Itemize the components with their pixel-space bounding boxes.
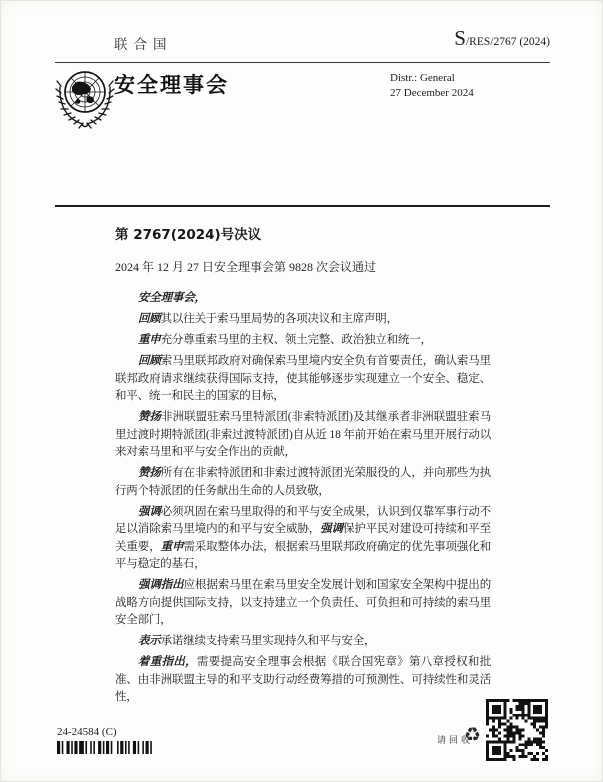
distribution-block <box>390 71 474 100</box>
body-paragraph: 赞扬所有在非索特派团和非索过渡特派团光荣服役的人，并向那些为执行两个特派团的任务献出生命的人员致敬， <box>115 467 491 497</box>
adoption-line: 2024 年 12 月 27 日安全理事会第 9828 次会议通过 <box>115 260 377 274</box>
distribution-line: Distr.: General <box>390 72 455 84</box>
document-symbol-initial: S <box>454 26 466 50</box>
document-symbol-rest: /RES/2767 (2024) <box>465 36 550 48</box>
title-divider <box>55 205 550 207</box>
body-paragraph: 强调指出应根据索马里在索马里安全发展计划和国家安全架构中提出的战略方向提供国际支持，以支持建立一个负责任、可负担和可持续的索马里安全部门， <box>115 579 491 626</box>
qr-code <box>486 699 548 761</box>
body-paragraph: 回顾索马里联邦政府对确保索马里境内安全负有首要责任，确认索马里联邦政府请求继续获得国际支持，使其能够逐步实现建立一个安全、稳定、和平、统一和民主的国家的目标， <box>115 355 491 402</box>
job-number: 24-24584 (C) <box>57 726 117 738</box>
document-date: 27 December 2024 <box>390 86 474 99</box>
recycle-label: 请回收 <box>437 735 474 745</box>
resolution-body <box>115 290 491 707</box>
body-paragraph: 安全理事会， <box>138 292 206 304</box>
body-paragraph: 表示承诺继续支持索马里实现持久和平与安全， <box>138 635 376 647</box>
organ-title: 安全理事会 <box>114 73 229 97</box>
un-emblem-icon <box>55 66 115 130</box>
body-paragraph: 回顾其以往关于索马里局势的各项决议和主席声明， <box>138 313 398 325</box>
resolution-content <box>115 223 491 710</box>
body-paragraph: 重申充分尊重索马里的主权、领土完整、政治独立和统一， <box>138 334 432 346</box>
resolution-title: 第 2767(2024)号决议 <box>115 227 262 243</box>
body-paragraph: 强调必须巩固在索马里取得的和平与安全成果，认识到仅靠军事行动不足以消除索马里境内的和平与安全威胁，强调保护平民对建设可持续和平至关重要，重申需采取整体办法，根据索马里联邦政府确定的优先事项强化和平与稳定的基石， <box>115 505 491 570</box>
header-divider <box>55 62 550 63</box>
un-name-chinese: 联合国 <box>114 37 173 52</box>
barcode <box>57 741 155 754</box>
recycle-icon: ♻ <box>464 724 482 746</box>
body-paragraph: 着重指出，需要提高安全理事会根据《联合国宪章》第八章授权和批准、由非洲联盟主导的和平支助行动经费筹措的可预测性、可持续性和灵活性， <box>115 656 492 703</box>
document-symbol <box>454 26 550 51</box>
body-paragraph: 赞扬非洲联盟驻索马里特派团(非索特派团)及其继承者非洲联盟驻索马里过渡时期特派团(非索过渡特派团)自从近 18 年前开始在索马里开展行动以来对索马里和平与安全作出的贡献， <box>115 411 492 458</box>
